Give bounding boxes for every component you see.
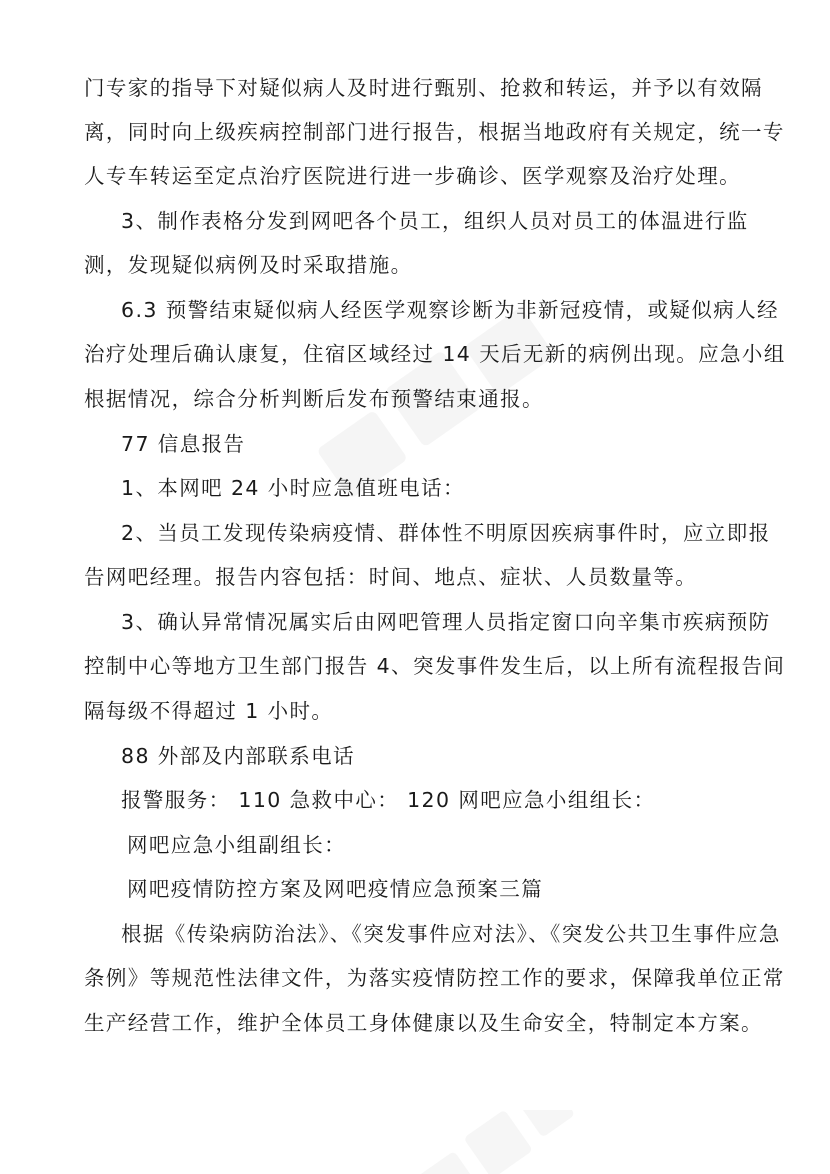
text-line: 控制中心等地方卫生部门报告 4、突发事件发生后，以上所有流程报告间 (84, 654, 786, 678)
text-line: 2、当员工发现传染病疫情、群体性不明原因疾病事件时，应立即报 (121, 521, 771, 545)
watermark-logo-bottom (380, 1110, 600, 1174)
section-heading: 77 信息报告 (121, 432, 246, 456)
text-line: 3、制作表格分发到网吧各个员工，组织人员对员工的体温进行监 (121, 209, 749, 233)
text-line: 3、确认异常情况属实后由网吧管理人员指定窗口向辛集市疾病预防 (121, 610, 771, 634)
text-line: 离，同时向上级疾病控制部门进行报告，根据当地政府有关规定，统一专 (84, 120, 785, 144)
text-line: 根据情况，综合分析判断后发布预警结束通报。 (84, 387, 544, 411)
document-title: 网吧疫情防控方案及网吧疫情应急预案三篇 (127, 877, 544, 901)
text-line: 告网吧经理。报告内容包括：时间、地点、症状、人员数量等。 (84, 565, 698, 589)
text-line: 根据《传染病防治法》、《突发事件应对法》、《突发公共卫生事件应急 (121, 922, 781, 946)
text-line: 条例》等规范性法律文件，为落实疫情防控工作的要求，保障我单位正常 (84, 966, 785, 990)
text-line: 隔每级不得超过 1 小时。 (84, 699, 334, 723)
text-line: 报警服务： 110 急救中心： 120 网吧应急小组组长： (121, 788, 656, 812)
text-line: 6.3 预警结束疑似病人经医学观察诊断为非新冠疫情，或疑似病人经 (121, 298, 779, 322)
text-line: 治疗处理后确认康复，住宿区域经过 14 天后无新的病例出现。应急小组 (84, 342, 786, 366)
section-heading: 88 外部及内部联系电话 (121, 744, 355, 768)
text-line: 门专家的指导下对疑似病人及时进行甄别、抢救和转运，并予以有效隔 (84, 76, 763, 100)
text-line: 网吧应急小组副组长： (127, 833, 346, 857)
text-line: 生产经营工作，维护全体员工身体健康以及生命安全，特制定本方案。 (84, 1011, 763, 1035)
text-line: 1、本网吧 24 小时应急值班电话： (121, 476, 465, 500)
text-line: 测，发现疑似病例及时采取措施。 (84, 253, 413, 277)
text-line: 人专车转运至定点治疗医院进行进一步确诊、医学观察及治疗处理。 (84, 164, 741, 188)
